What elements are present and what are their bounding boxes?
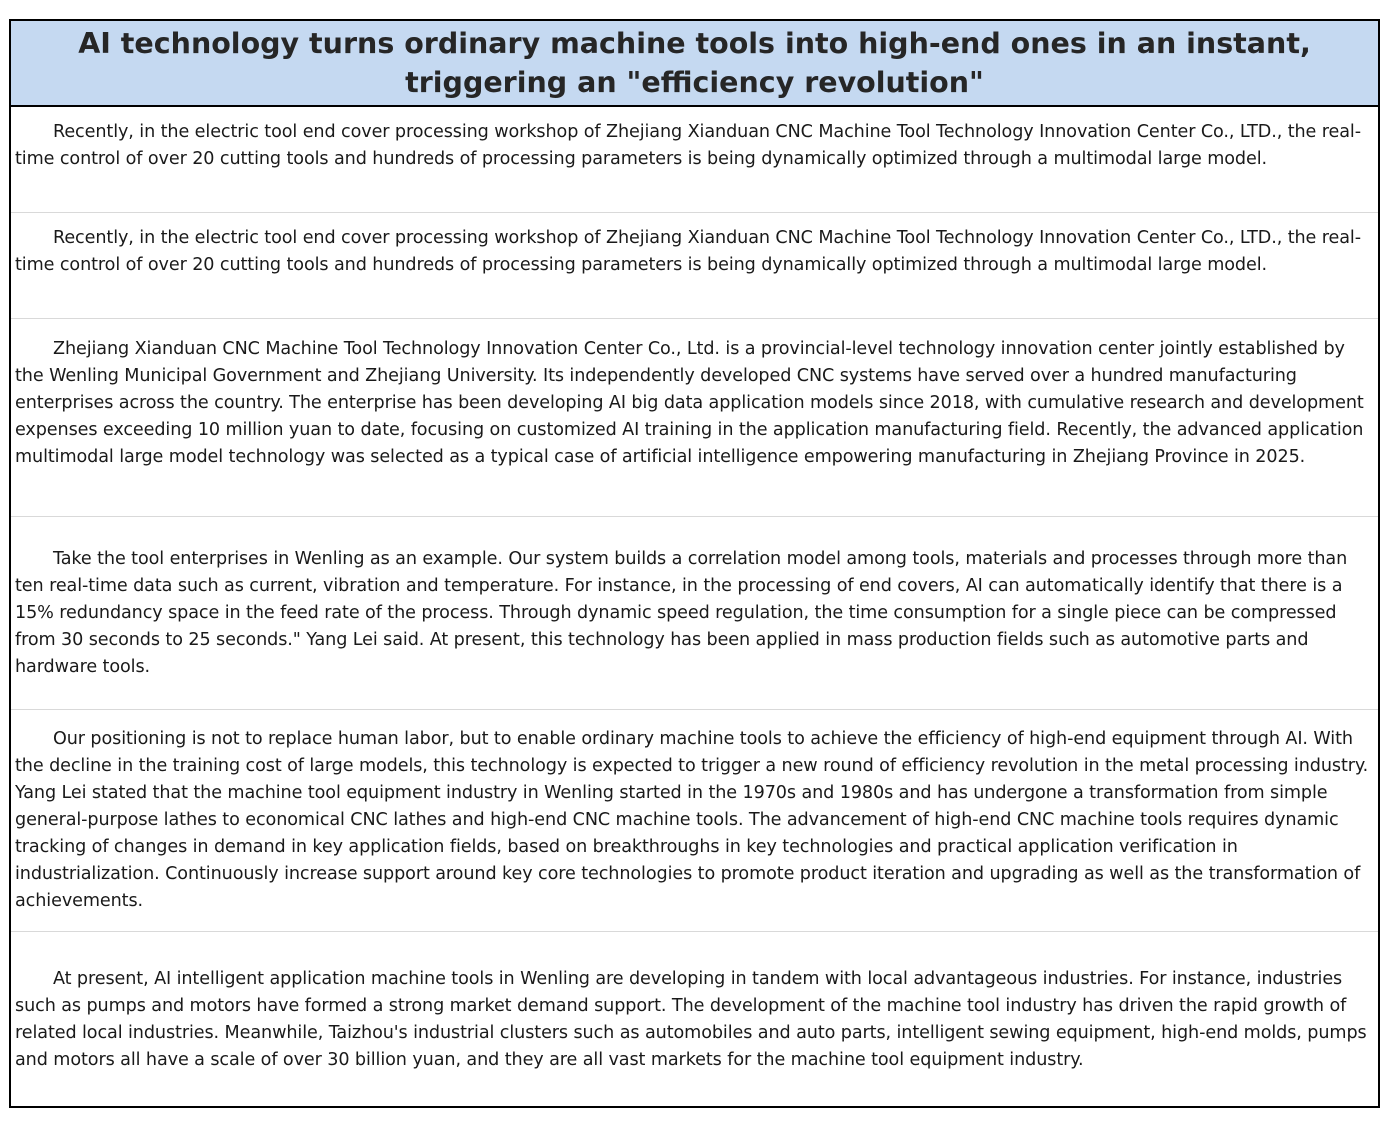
document-title: AI technology turns ordinary machine tools into high-end ones in an instant, triggering an "efficiency revolution" <box>78 27 1311 99</box>
paragraph-text: Zhejiang Xianduan CNC Machine Tool Technology Innovation Center Co., Ltd. is a provincial-level technology innovation center jointly established by the Wenling Municipal Government and Zhejiang University. Its independently developed CNC systems have served over a hundred manufacturing enterprises across the country. The enterprise has been developing AI big data application models since 2018, with cumulative research and development expenses exceeding 10 million yuan to date, focusing on customized AI training in the application manufacturing field. Recently, the advanced application multimodal large model technology was selected as a typical case of artificial intelligence empowering manufacturing in Zhejiang Province in 2025. <box>15 339 1364 467</box>
paragraph-text: Recently, in the electric tool end cover processing workshop of Zhejiang Xianduan CNC Machine Tool Technology Innovation Center Co., LTD., the real-time control of over 20 cutting tools and hundreds of processing parameters is being dynamically optimized through a multimodal large model. <box>15 228 1361 275</box>
paragraph-text: Recently, in the electric tool end cover processing workshop of Zhejiang Xianduan CNC Machine Tool Technology Innovation Center Co., LTD., the real-time control of over 20 cutting tools and hundreds of processing parameters is being dynamically optimized through a multimodal large model. <box>15 122 1361 169</box>
title-cell[interactable] <box>11 21 1378 107</box>
paragraph-row[interactable] <box>11 517 1378 710</box>
paragraph-text: Take the tool enterprises in Wenling as an example. Our system builds a correlation model among tools, materials and processes through more than ten real-time data such as current, vibration and temperature. For instance, in the processing of end covers, AI can automatically identify that there is a 15% redundancy space in the feed rate of the process. Through dynamic speed regulation, the time consumption for a single piece can be compressed from 30 seconds to 25 seconds." Yang Lei said. At present, this technology has been applied in mass production fields such as automotive parts and hardware tools. <box>15 549 1348 677</box>
paragraph-row[interactable] <box>11 319 1378 517</box>
paragraph-row[interactable] <box>11 932 1378 1106</box>
paragraph-row[interactable] <box>11 710 1378 932</box>
spreadsheet-document <box>9 19 1380 1108</box>
paragraph-text: Our positioning is not to replace human labor, but to enable ordinary machine tools to achieve the efficiency of high-end equipment through AI. With the decline in the training cost of large models, this technology is expected to trigger a new round of efficiency revolution in the metal processing industry. Yang Lei stated that the machine tool equipment industry in Wenling started in the 1970s and 1980s and has undergone a transformation from simple general-purpose lathes to economical CNC lathes and high-end CNC machine tools. The advancement of high-end CNC machine tools requires dynamic tracking of changes in demand in key application fields, based on breakthroughs in key technologies and practical application verification in industrialization. Continuously increase support around key core technologies to promote product iteration and upgrading as well as the transformation of achievements. <box>15 729 1369 911</box>
paragraph-row[interactable] <box>11 107 1378 213</box>
paragraph-text: At present, AI intelligent application machine tools in Wenling are developing in tandem with local advantageous industries. For instance, industries such as pumps and motors have formed a strong market demand support. The development of the machine tool industry has driven the rapid growth of related local industries. Meanwhile, Taizhou's industrial clusters such as automobiles and auto parts, intelligent sewing equipment, high-end molds, pumps and motors all have a scale of over 30 billion yuan, and they are all vast markets for the machine tool equipment industry. <box>15 969 1367 1070</box>
paragraph-row[interactable] <box>11 213 1378 319</box>
